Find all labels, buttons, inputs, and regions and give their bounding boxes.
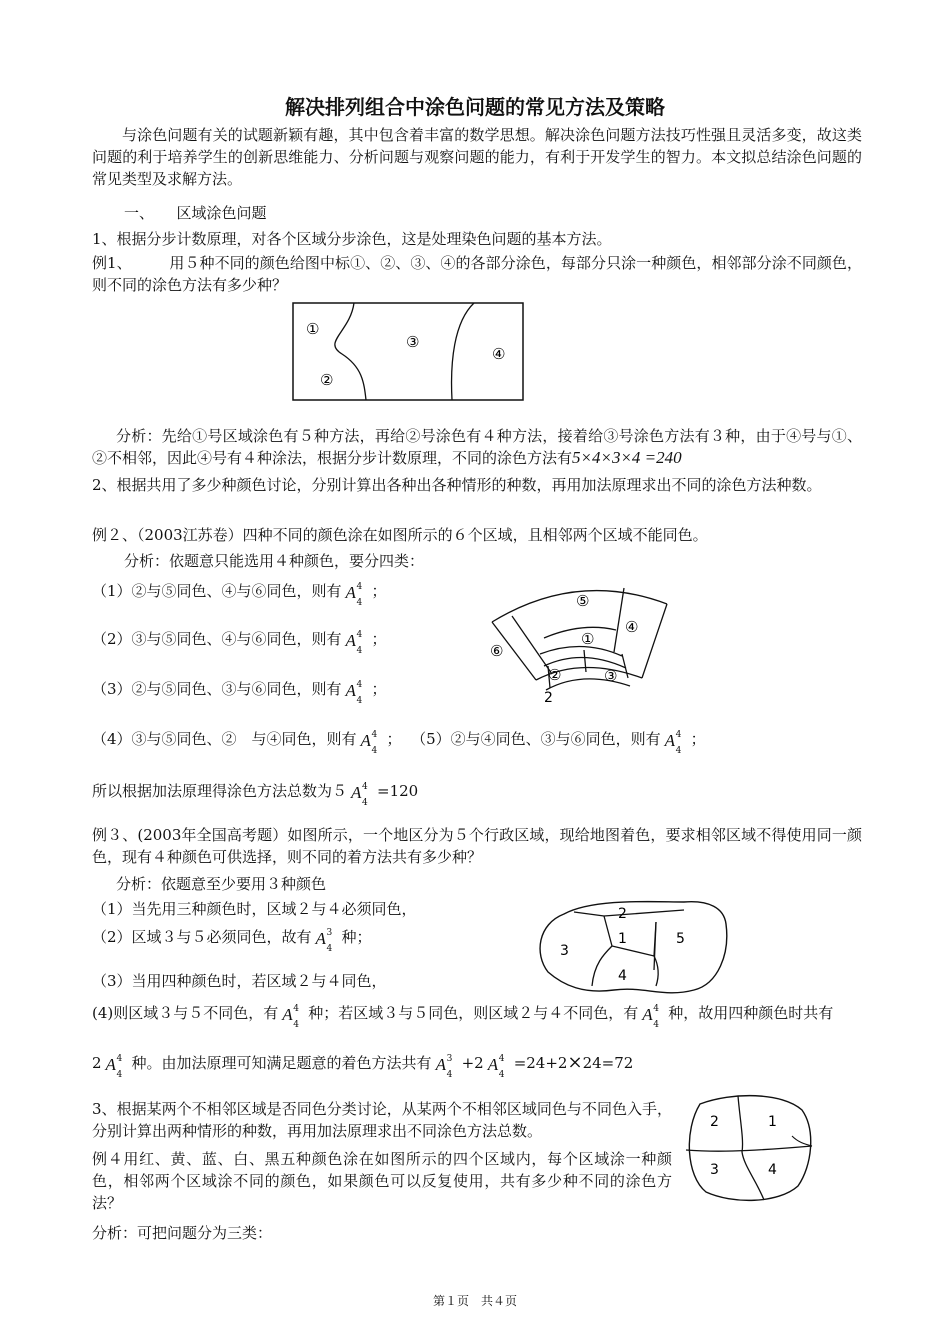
method-3-text: 3、根据某两个不相邻区域是否同色分类讨论，从某两个不相邻区域同色与不同色入手，分别计算出两种情形的种数，再用加法原理求出不同涂色方法总数。 xyxy=(92,1100,672,1140)
permutation-a44: A 4 4 xyxy=(345,680,363,706)
intro-paragraph: 与涂色问题有关的试题新颖有趣，其中包含着丰富的数学思想。解决涂色问题方法技巧性强且灵活多变，故这类问题的利于培养学生的创新思维能力、分析问题与观察问题的能力，有利于开发学生的智力。本文拟总结涂色问题的常见类型及求解方法。 xyxy=(92,126,862,188)
fig3-label-4: 4 xyxy=(618,968,627,984)
permutation-a44: A 4 4 xyxy=(642,1004,659,1030)
example-2-text: 例２、（2003江苏卷）四种不同的颜色涂在如图所示的６个区域，且相邻两个区域不能同色。 xyxy=(92,526,708,544)
permutation-a44: A 4 4 xyxy=(351,782,368,808)
fig2-label-5: ⑤ xyxy=(576,592,590,610)
example-3-analysis: 分析：依题意至少要用３种颜色 xyxy=(116,875,327,893)
fig2-stray-label: 2 xyxy=(544,690,553,706)
fig1-label-1: ① xyxy=(306,320,320,338)
case-4-5-line: （4）③与⑤同色、② 与④同色，则有 A 4 4 ； （5）②与④同色、③与⑥同色，则有 A 4 4 ； xyxy=(92,730,706,756)
permutation-a44: A 4 4 xyxy=(345,582,363,608)
analysis-1-body: 分析：先给①号区域涂色有５种方法，再给②号涂色有４种方法，接着给③号涂色方法有３种，由于④号与①、②不相邻，因此④号有４种涂法，根据分步计数原理，不同的涂色方法有 xyxy=(92,427,862,467)
fig4-label-2: 2 xyxy=(710,1114,719,1130)
fig3-label-3: 3 xyxy=(560,943,569,959)
ex3-case-2-line: （2）区域３与５必须同色，故有 A 3 4 种； xyxy=(92,928,372,954)
example-4-analysis: 分析：可把问题分为三类： xyxy=(92,1224,273,1242)
page-footer: 第１页 共４页 xyxy=(432,1294,517,1308)
ex3-case-4-line: (4)则区域３与５不同色，有 A 4 4 种；若区域３与５同色，则区域２与４不同色，有 A 4 4 种，故用四种颜色时共有 xyxy=(92,1004,834,1030)
ex3-case-3: （3）当用四种颜色时，若区域２与４同色， xyxy=(92,972,387,990)
figure-4-diagram xyxy=(682,1090,814,1204)
sum-line xyxy=(92,780,419,808)
example-4-text: 例４用红、黄、蓝、白、黑五种颜色涂在如图所示的四个区域内，每个区域涂一种颜色，相邻两个区域涂不同的颜色，如果颜色可以反复使用，共有多少种不同的涂色方法？ xyxy=(92,1150,672,1212)
case-3-text: （3）②与⑤同色、③与⑥同色，则有 xyxy=(92,680,342,698)
figure-3-map xyxy=(534,894,730,1000)
fig1-label-4: ④ xyxy=(492,345,506,363)
ex3-total-line: 2 A 4 4 种。由加法原理可知满足题意的着色方法共有 A 3 4 +2 A 4 4 =24+2×24=72 xyxy=(92,1052,634,1080)
fig3-label-2: 2 xyxy=(618,906,627,922)
permutation-a43: A 3 4 xyxy=(435,1054,453,1080)
case-5-text: （5）②与④同色、③与⑥同色，则有 xyxy=(411,730,661,748)
analysis-1-text xyxy=(92,425,862,469)
fig1-label-2: ② xyxy=(320,371,334,389)
figure-1-diagram xyxy=(292,302,524,402)
fig3-label-5: 5 xyxy=(676,931,685,947)
fig2-label-6: ⑥ xyxy=(490,642,504,660)
case-3-line: （3）②与⑤同色、③与⑥同色，则有 A 4 4 ； xyxy=(92,680,387,706)
permutation-a43: A 3 4 xyxy=(315,928,333,954)
fig4-label-4: 4 xyxy=(768,1162,777,1178)
example-3-text: 例３、(2003年全国高考题）如图所示，一个地区分为５个行政区域，现给地图着色，要求相邻区域不得使用同一颜色，现有４种颜色可供选择，则不同的着方法共有多少种？ xyxy=(92,826,862,866)
case-1-line: （1）②与⑤同色、④与⑥同色，则有 A 4 4 ； xyxy=(92,582,387,608)
permutation-a44: A 4 4 xyxy=(360,730,378,756)
case-4-text: （4）③与⑤同色、② 与④同色，则有 xyxy=(92,730,357,748)
fig4-label-1: 1 xyxy=(768,1114,777,1130)
case-2-text: （2）③与⑤同色、④与⑥同色，则有 xyxy=(92,630,342,648)
case-2-line: （2）③与⑤同色、④与⑥同色，则有 A 4 4 ； xyxy=(92,630,387,656)
example-2-analysis: 分析：依题意只能选用４种颜色，要分四类： xyxy=(124,552,425,570)
permutation-a44: A 4 4 xyxy=(282,1004,299,1030)
example-1-text: 例1、 用５种不同的颜色给图中标①、②、③、④的各部分涂色，每部分只涂一种颜色，相邻部分涂不同颜色，则不同的涂色方法有多少种？ xyxy=(92,254,862,294)
permutation-a44: A 4 4 xyxy=(105,1054,123,1080)
page-title: 解决排列组合中涂色问题的常见方法及策略 xyxy=(285,95,665,119)
figure-2-diagram xyxy=(482,578,682,708)
fig2-label-1: ① xyxy=(581,630,595,648)
ex3-case-1: （1）当先用三种颜色时，区域２与４必须同色， xyxy=(92,900,417,918)
method-1-text: 1、根据分步计数原理，对各个区域分步涂色，这是处理染色问题的基本方法。 xyxy=(92,230,612,248)
sum-prefix-text: 所以根据加法原理得涂色方法总数为５ xyxy=(92,782,348,800)
method-2-text: 2、根据共用了多少种颜色讨论，分别计算出各种出各种情形的种数，再用加法原理求出不同的涂色方法种数。 xyxy=(92,476,822,494)
fig4-label-3: 3 xyxy=(710,1162,719,1178)
fig3-label-1: 1 xyxy=(618,931,627,947)
fig2-label-4: ④ xyxy=(625,618,639,636)
sum-result-text: =120 xyxy=(377,782,419,800)
permutation-a44: A 4 4 xyxy=(664,730,682,756)
analysis-1-formula: 5×4×3×4 =240 xyxy=(572,448,682,467)
fig2-label-3: ③ xyxy=(604,667,618,685)
fig2-label-2: ② xyxy=(548,666,562,684)
permutation-a44: A 4 4 xyxy=(487,1054,505,1080)
case-1-text: （1）②与⑤同色、④与⑥同色，则有 xyxy=(92,582,342,600)
permutation-a44: A 4 4 xyxy=(345,630,363,656)
fig1-label-3: ③ xyxy=(406,333,420,351)
section-heading: 一、 区域涂色问题 xyxy=(124,204,267,222)
